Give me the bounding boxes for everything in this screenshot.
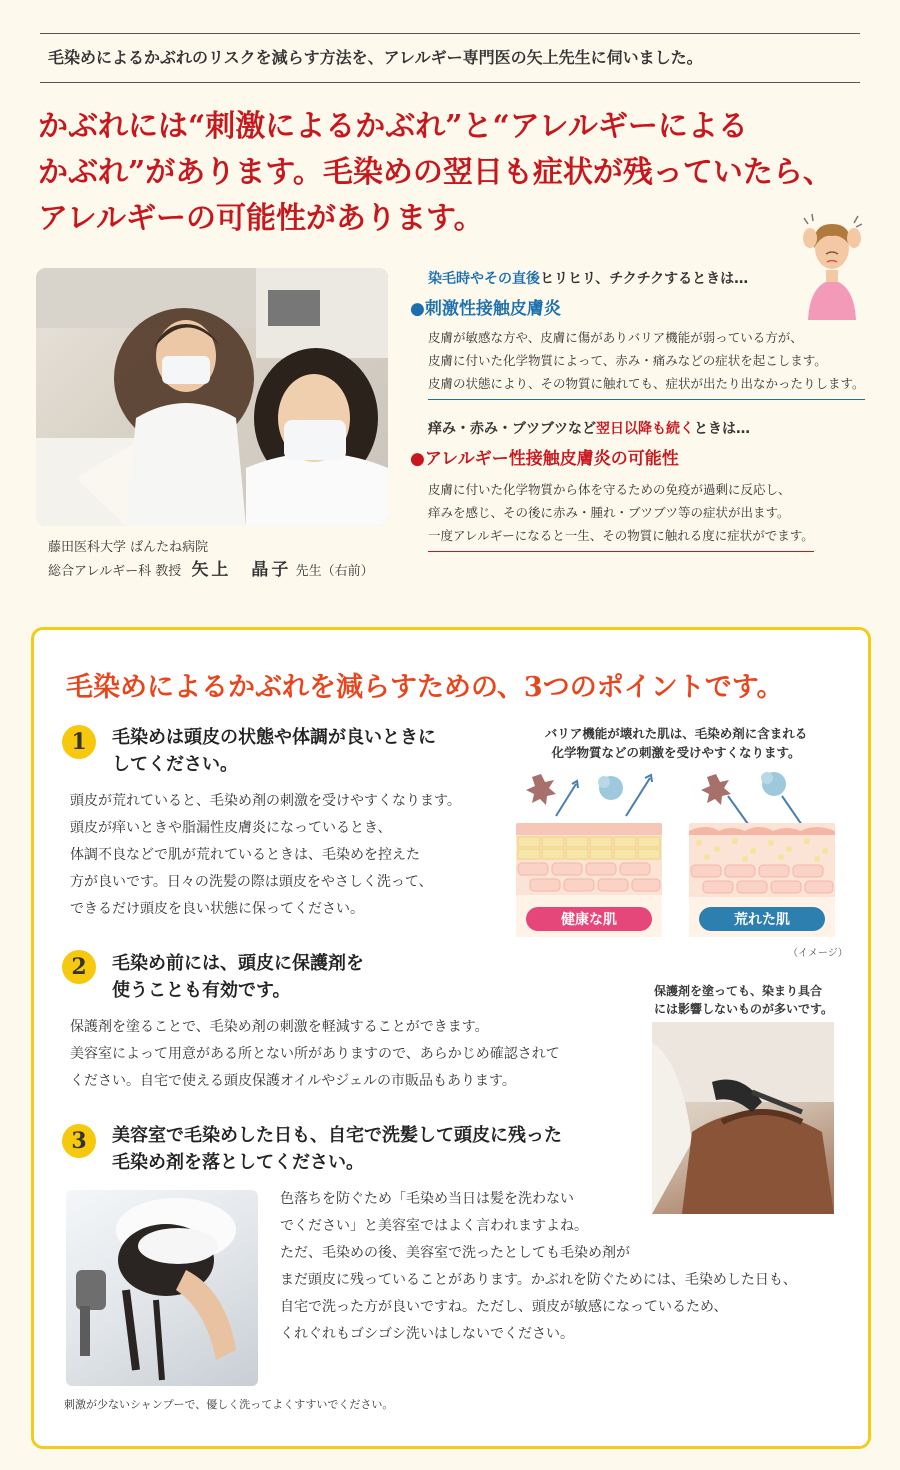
point-2-number: 2 [62, 950, 96, 984]
point-3-title [112, 1122, 562, 1176]
doctor-affiliation: 藤田医科大学 ばんたね病院 [48, 540, 209, 555]
point-2-title-line-1: 毛染め前には、頭皮に保護剤を [112, 953, 364, 974]
point-3-body-line: 色落ちを防ぐため「毛染め当日は髪を洗わない [280, 1191, 574, 1207]
blue-bullet-icon: ● [410, 299, 425, 319]
points-title: 毛染めによるかぶれを減らすための、3つのポイントです。 [66, 672, 784, 703]
point-2-body-line: 美容室によって用意がある所とない所がありますので、あらかじめ確認されて [70, 1046, 560, 1062]
irritant-lead [428, 268, 748, 288]
headline [38, 104, 868, 242]
doctor-suffix: 先生（右前） [295, 564, 374, 579]
diagram-image-note: （イメージ） [788, 948, 848, 959]
intro-bottom-rule [40, 82, 860, 83]
irritant-description [428, 326, 865, 400]
itchy-scalp-illustration [798, 212, 866, 320]
point-2-body-line: ください。自宅で使える頭皮保護オイルやジェルの市販品もあります。 [70, 1073, 516, 1089]
hair-washing-photo [66, 1190, 258, 1386]
intro-top-rule [40, 33, 860, 34]
point-3-body-line: 自宅で洗った方が良いですね。ただし、頭皮が敏感になっているため、 [280, 1299, 728, 1315]
point-3-title-line-2: 毛染め剤を落としてください。 [112, 1152, 364, 1173]
allergic-line-3: 一度アレルギーになると一生、その物質に触れる度に症状がでます。 [428, 524, 814, 552]
skin-diagram-caption-line-2: 化学物質などの刺激を受けやすくなります。 [551, 745, 801, 760]
point-1-body [70, 788, 461, 923]
allergic-lead-rest: ときは… [694, 421, 750, 437]
point-3-title-line-1: 美容室で毛染めした日も、自宅で洗髪して頭皮に残った [112, 1125, 562, 1146]
point-3-body-line: ただ、毛染めの後、美容室で洗ったとしても毛染め剤が [280, 1245, 630, 1261]
point-2-title-line-2: 使うことも有効です。 [112, 980, 291, 1001]
allergic-description [428, 478, 814, 552]
doctor-name: 矢上 晶子 [191, 560, 292, 580]
point-2-body-line: 保護剤を塗ることで、毛染め剤の刺激を軽減することができます。 [70, 1019, 489, 1035]
doctor-caption [48, 537, 374, 583]
point-1-body-line: 頭皮が荒れていると、毛染め剤の刺激を受けやすくなります。 [70, 793, 461, 809]
headline-line-3: アレルギーの可能性があります。 [38, 201, 484, 236]
point-1-title [112, 724, 436, 778]
irritant-lead-rest: ヒリヒリ、チクチクするときは… [540, 271, 749, 287]
skin-diagram-caption-line-1: バリア機能が壊れた肌は、毛染め剤に含まれる [544, 726, 808, 741]
point-1-body-line: できるだけ頭皮を良い状態に保ってください。 [70, 901, 364, 917]
point-1-number: 1 [62, 725, 96, 759]
point-1-body-line: 方が良いです。日々の洗髪の際は頭皮をやさしく洗って、 [70, 874, 433, 890]
protect-caption-line-1: 保護剤を塗っても、染まり具合 [654, 984, 823, 998]
red-bullet-icon: ● [410, 449, 425, 469]
headline-line-1: かぶれには“刺激によるかぶれ”と“アレルギーによる [38, 109, 748, 144]
point-3-body-line: まだ頭皮に残っていることがあります。かぶれを防ぐためには、毛染めした日も、 [280, 1272, 797, 1288]
irritant-line-1: 皮膚が敏感な方や、皮膚に傷がありバリア機能が弱っている方が、 [428, 330, 803, 345]
allergic-lead [428, 418, 750, 438]
irritant-line-3: 皮膚の状態により、その物質に触れても、症状が出たり出なかったりします。 [428, 372, 865, 400]
intro-text: 毛染めによるかぶれのリスクを減らす方法を、アレルギー専門医の矢上先生に伺いました。 [48, 48, 703, 67]
point-1-title-line-1: 毛染めは頭皮の状態や体調が良いときに [112, 727, 436, 748]
point-3-body-line: くれぐれもゴシゴシ洗いはしないでください。 [280, 1326, 574, 1342]
irritant-lead-highlight: 染毛時やその直後 [428, 271, 540, 287]
irritant-particles-illustration [516, 766, 836, 826]
skin-diagram-caption [518, 724, 834, 762]
doctors-photo [36, 268, 388, 526]
irritant-heading-row [410, 294, 561, 319]
allergic-lead-pre: 痒み・赤み・ブツブツなど [428, 421, 596, 437]
allergic-heading-row [410, 444, 679, 469]
allergic-line-1: 皮膚に付いた化学物質から体を守るための免疫が過剰に反応し、 [428, 482, 791, 497]
healthy-skin-label: 健康な肌 [526, 907, 652, 931]
point-1-body-line: 体調不良などで肌が荒れているときは、毛染めを控えた [70, 847, 420, 863]
allergic-lead-highlight: 翌日以降も続く [596, 421, 694, 437]
point-1-title-line-2: してください。 [112, 754, 238, 775]
point-3-body-line: でください」と美容室ではよく言われますよね。 [280, 1218, 588, 1234]
irritant-heading: 刺激性接触皮膚炎 [424, 299, 561, 319]
point-2-body [70, 1014, 560, 1095]
point-3-body [280, 1186, 797, 1348]
doctor-title-line [48, 559, 374, 583]
point-2-title [112, 950, 364, 1004]
allergic-heading: アレルギー性接触皮膚炎の可能性 [424, 449, 679, 469]
doctor-department: 総合アレルギー科 教授 [48, 564, 182, 579]
point-3-number: 3 [62, 1124, 96, 1158]
point-1-body-line: 頭皮が痒いときや脂漏性皮膚炎になっているとき、 [70, 820, 392, 836]
shampoo-caption: 刺激が少ないシャンプーで、優しく洗ってよくすすいでください。 [64, 1398, 394, 1411]
protect-caption [654, 982, 833, 1018]
protect-caption-line-2: には影響しないものが多いです。 [654, 1002, 834, 1016]
allergic-line-2: 痒みを感じ、その後に赤み・腫れ・ブツブツ等の症状が出ます。 [428, 505, 790, 520]
rough-skin-label: 荒れた肌 [699, 907, 825, 931]
irritant-line-2: 皮膚に付いた化学物質によって、赤み・痛みなどの症状を起こします。 [428, 353, 827, 368]
headline-line-2: かぶれ”があります。毛染めの翌日も症状が残っていたら、 [38, 155, 833, 190]
